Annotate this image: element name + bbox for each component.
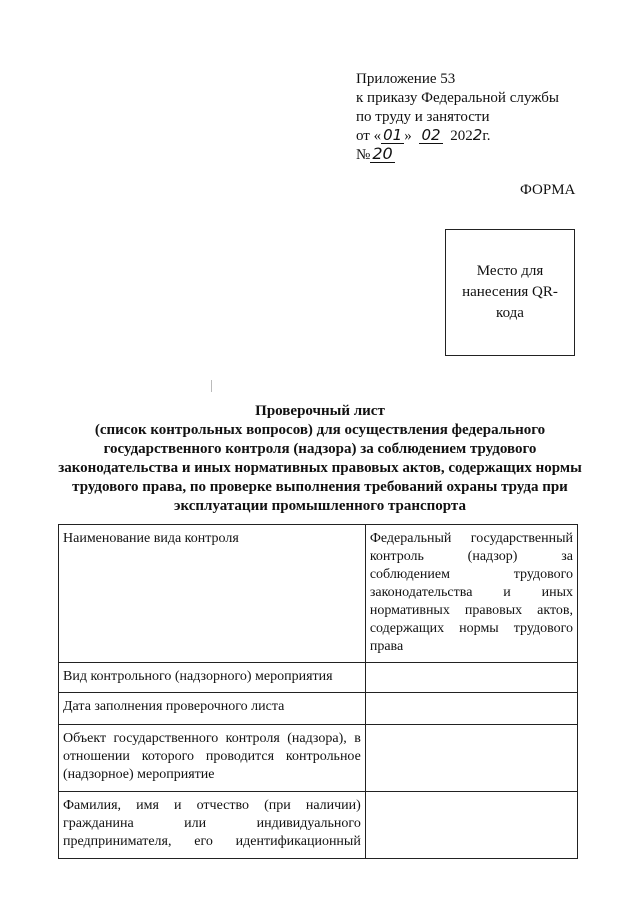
table-row [59, 525, 578, 663]
title-line-4: законодательства и иных нормативных правовых актов, содержащих нормы [58, 460, 582, 476]
checklist-info-table [58, 524, 578, 859]
appendix-header [356, 70, 559, 165]
table-row [59, 693, 578, 725]
table-cell-label: Наименование вида контроля [59, 525, 366, 663]
table-cell-value [365, 663, 577, 693]
table-cell-label: Дата заполнения проверочного листа [59, 693, 366, 725]
appendix-line-2: к приказу Федеральной службы [356, 90, 560, 106]
scan-artifact [211, 380, 212, 392]
date-month-handwritten: 02 [421, 126, 441, 144]
appendix-line-3: по труду и занятости [356, 109, 490, 125]
table-row [59, 725, 578, 792]
table-cell-value [365, 792, 577, 859]
title-line-3: государственного контроля (надзора) за соблюдением трудового [103, 441, 537, 457]
number-prefix: № [356, 147, 371, 163]
title-line-1: Проверочный лист [255, 403, 385, 419]
table-cell-label: Объект государственного контроля (надзора), в отношении которого проводится контрольное (надзорное) мероприятие [59, 725, 366, 792]
document-title [40, 402, 600, 516]
title-line-5: трудового права, по проверке выполнения требований охраны труда при [72, 479, 568, 495]
forma-label: ФОРМА [520, 182, 576, 198]
date-year-handwritten: 2 [472, 126, 483, 144]
table-row [59, 792, 578, 859]
qr-code-placeholder [445, 229, 575, 356]
date-mid: » [404, 128, 412, 144]
title-line-6: эксплуатации промышленного транспорта [174, 498, 466, 514]
table-cell-label: Фамилия, имя и отчество (при наличии) гражданина или индивидуального предпринимателя, его идентификационный [59, 792, 366, 859]
title-line-2: (список контрольных вопросов) для осуществления федерального [94, 422, 546, 438]
table-cell-value: Федеральный государственный контроль (надзор) за соблюдением трудового законодательства и иных нормативных правовых актов, содержащих нормы трудового права [365, 525, 577, 663]
date-year-prefix: 202 [450, 128, 473, 144]
appendix-line-1: Приложение 53 [356, 71, 456, 87]
qr-placeholder-text: Место для нанесения QR-кода [462, 263, 558, 321]
table-cell-value [365, 693, 577, 725]
appendix-number-line [356, 146, 559, 165]
table-cell-label: Вид контрольного (надзорного) мероприятия [59, 663, 366, 693]
date-suffix: г. [482, 128, 491, 144]
number-handwritten: 20 [372, 144, 393, 163]
date-day-handwritten: 01 [383, 126, 403, 144]
date-prefix: от « [356, 128, 382, 144]
table-cell-value [365, 725, 577, 792]
table-row [59, 663, 578, 693]
